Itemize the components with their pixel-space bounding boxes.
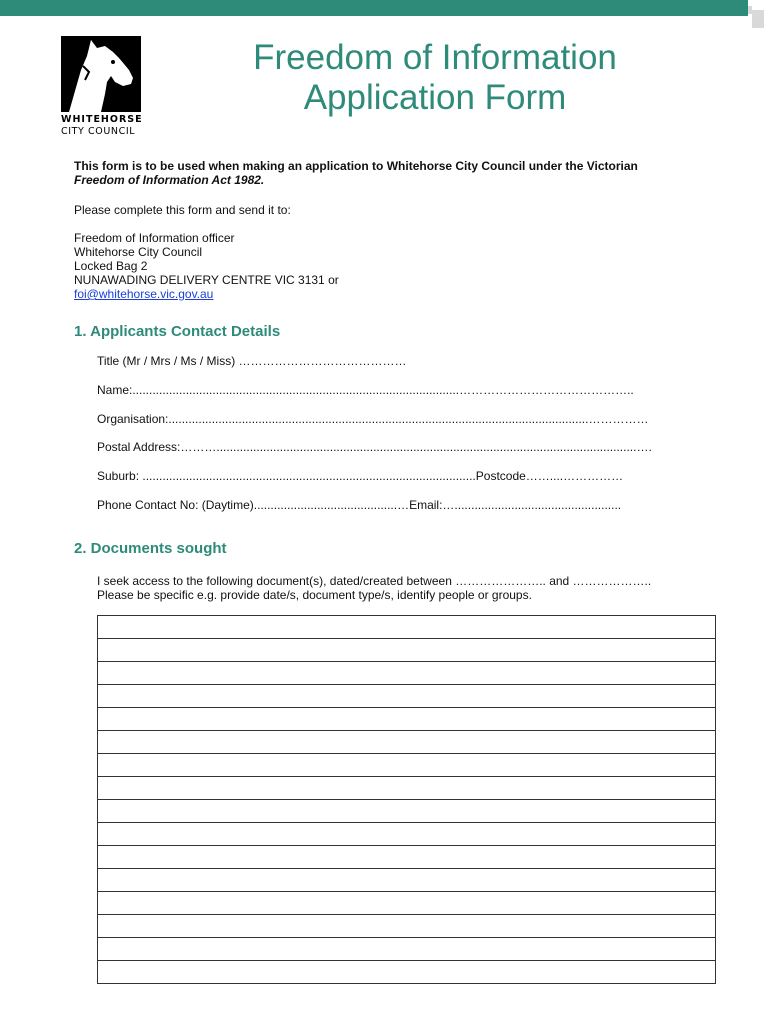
documents-instruction: Please be specific e.g. provide date/s, document type/s, identify people or groups.	[97, 588, 532, 602]
instruction-text: Please complete this form and send it to:	[74, 203, 291, 217]
table-row[interactable]	[98, 892, 715, 915]
postal-address-field[interactable]: Postal Address:………..............................................................................................................................….	[97, 440, 652, 454]
page-title-line-2: Application Form	[303, 78, 567, 117]
act-name: Freedom of Information Act 1982.	[74, 173, 265, 187]
table-row[interactable]	[98, 685, 715, 708]
logo-wordmark	[61, 114, 141, 138]
organisation-field[interactable]: Organisation:..............................................................................................................................……………	[97, 412, 649, 426]
table-row[interactable]	[98, 961, 715, 983]
intro-text	[74, 159, 714, 187]
address-line-1: Freedom of Information officer	[74, 231, 235, 245]
email-link[interactable]: foi@whitehorse.vic.gov.au	[74, 287, 214, 301]
table-row[interactable]	[98, 915, 715, 938]
title-field[interactable]: Title (Mr / Mrs / Ms / Miss) ……………………………………	[97, 354, 407, 368]
postal-address-block	[74, 231, 339, 301]
documents-date-range[interactable]: I seek access to the following document(s), dated/created between ………………….. and ………………..	[97, 574, 652, 588]
phone-email-field[interactable]: Phone Contact No: (Daytime)...........................................…Email:…..................................................	[97, 498, 622, 512]
table-row[interactable]	[98, 777, 715, 800]
page-title-line-1: Freedom of Information	[253, 38, 617, 77]
name-field[interactable]: Name:..................................................................................................……………………………………..	[97, 383, 634, 397]
table-row[interactable]	[98, 662, 715, 685]
table-row[interactable]	[98, 754, 715, 777]
address-line-2: Whitehorse City Council	[74, 245, 203, 259]
council-logo	[61, 36, 141, 138]
table-row[interactable]	[98, 639, 715, 662]
page-corner-tab	[748, 0, 770, 32]
address-line-3: Locked Bag 2	[74, 259, 148, 273]
section-2-heading: 2. Documents sought	[74, 540, 227, 557]
top-accent-bar	[0, 0, 770, 16]
table-row[interactable]	[98, 846, 715, 869]
section-1-heading: 1. Applicants Contact Details	[74, 323, 281, 340]
table-row[interactable]	[98, 823, 715, 846]
address-line-4: NUNAWADING DELIVERY CENTRE VIC 3131 or	[74, 273, 339, 287]
table-row[interactable]	[98, 708, 715, 731]
documents-entry-table[interactable]	[97, 615, 716, 984]
table-row[interactable]	[98, 800, 715, 823]
horse-head-icon	[61, 36, 141, 112]
table-row[interactable]	[98, 869, 715, 892]
logo-line-2: CITY COUNCIL	[61, 126, 136, 137]
logo-line-1: WHITEHORSE	[61, 114, 143, 125]
table-row[interactable]	[98, 731, 715, 754]
table-row[interactable]	[98, 616, 715, 639]
intro-bold-text: This form is to be used when making an application to Whitehorse City Council under the Victorian	[74, 159, 638, 173]
suburb-postcode-field[interactable]: Suburb: ....................................................................................................Postcode……....……………	[97, 469, 624, 483]
page-title	[200, 38, 670, 118]
table-row[interactable]	[98, 938, 715, 961]
